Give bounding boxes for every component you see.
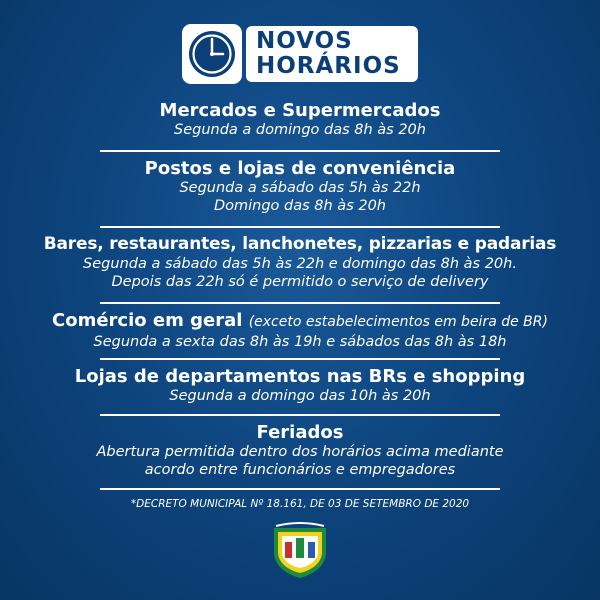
- section-title: Mercados e Supermercados: [159, 100, 441, 121]
- title-line-1: NOVOS: [256, 28, 353, 54]
- divider: [100, 226, 500, 228]
- decree-footnote: *DECRETO MUNICIPAL Nº 18.161, DE 03 DE SETEMBRO DE 2020: [130, 498, 470, 510]
- clock-icon: [180, 22, 244, 86]
- section-title: Postos e lojas de conveniência: [144, 158, 456, 179]
- section-supermarkets: [0, 100, 600, 139]
- title-box: [246, 26, 418, 82]
- section-title: Comércio em geral: [52, 310, 243, 331]
- section-line: Segunda a sábado das 5h às 22h: [179, 180, 421, 196]
- divider: [100, 414, 500, 416]
- section-line: Segunda a domingo das 10h às 20h: [169, 388, 431, 404]
- section-title-row: [0, 310, 600, 333]
- section-line: Depois das 22h só é permitido o serviço de delivery: [111, 274, 489, 290]
- section-line: Domingo das 8h às 20h: [213, 198, 387, 214]
- header: [180, 22, 418, 86]
- section-line: Segunda a sexta das 8h às 19h e sábados das 8h às 18h: [93, 334, 507, 350]
- section-general-commerce: [0, 310, 600, 351]
- section-line: Abertura permitida dentro dos horários acima mediante: [96, 444, 504, 460]
- section-line: Segunda a domingo das 8h às 20h: [174, 122, 426, 138]
- title-line-2: HORÁRIOS: [256, 53, 401, 79]
- section-title: Bares, restaurantes, lanchonetes, pizzarias e padarias: [43, 234, 557, 254]
- section-department-stores: [0, 366, 600, 405]
- municipal-coat-of-arms-icon: [268, 522, 332, 580]
- divider: [100, 358, 500, 360]
- section-note: (exceto estabelecimentos em beira de BR): [248, 314, 548, 330]
- section-title: Lojas de departamentos nas BRs e shopping: [74, 366, 526, 387]
- section-holidays: [0, 422, 600, 479]
- section-title: Feriados: [256, 422, 344, 443]
- divider: [100, 302, 500, 304]
- section-line: acordo entre funcionários e empregadores: [144, 462, 456, 478]
- section-gas-stations: [0, 158, 600, 215]
- section-bars-restaurants: [0, 234, 600, 291]
- section-line: Segunda a sábado das 5h às 22h e domingo das 8h às 20h.: [83, 256, 517, 272]
- divider: [100, 488, 500, 490]
- divider: [100, 150, 500, 152]
